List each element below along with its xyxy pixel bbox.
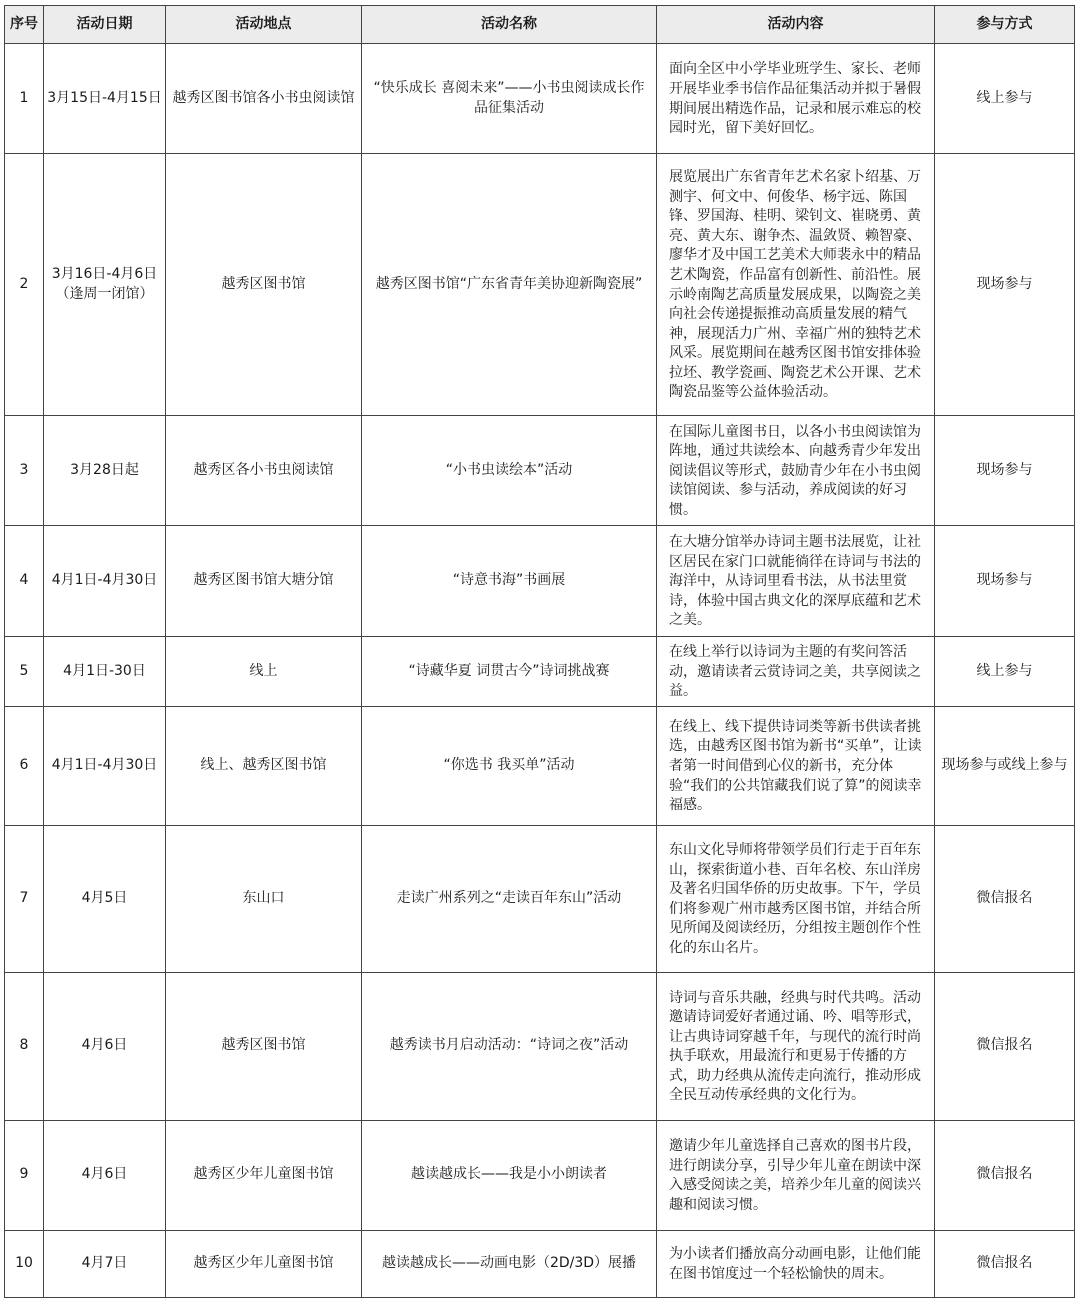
- table-row: [5, 706, 1075, 825]
- row-place: 越秀区少年儿童图书馆: [166, 1120, 362, 1230]
- row-content: 邀请少年儿童选择自己喜欢的图书片段，进行朗读分享，引导少年儿童在朗读中深入感受阅读之美，培养少年儿童的阅读兴趣和阅读习惯。: [657, 1120, 935, 1230]
- row-method: 微信报名: [935, 1230, 1075, 1297]
- row-place: 越秀区图书馆各小书虫阅读馆: [166, 44, 362, 154]
- row-content: 在大塘分馆举办诗词主题书法展览，让社区居民在家门口就能徜徉在诗词与书法的海洋中，从诗词里看书法，从书法里赏诗，体验中国古典文化的深厚底蕴和艺术之美。: [657, 526, 935, 637]
- row-method: 线上参与: [935, 637, 1075, 707]
- row-date: 4月6日: [44, 972, 166, 1120]
- row-place: 东山口: [166, 825, 362, 972]
- row-place: 越秀区各小书虫阅读馆: [166, 416, 362, 526]
- table-row: [5, 154, 1075, 416]
- row-method: 微信报名: [935, 1120, 1075, 1230]
- header-name: 活动名称: [362, 6, 657, 44]
- row-date: 4月5日: [44, 825, 166, 972]
- row-date: 4月1日-30日: [44, 637, 166, 707]
- header-no: 序号: [5, 6, 44, 44]
- row-place: 线上、越秀区图书馆: [166, 706, 362, 825]
- row-date: 3月15日-4月15日: [44, 44, 166, 154]
- row-no: 5: [5, 637, 44, 707]
- table-row: [5, 637, 1075, 707]
- row-place: 线上: [166, 637, 362, 707]
- row-no: 9: [5, 1120, 44, 1230]
- row-no: 2: [5, 154, 44, 416]
- row-date: 4月1日-4月30日: [44, 526, 166, 637]
- row-content: 东山文化导师将带领学员们行走于百年东山，探索街道小巷、百年名校、东山洋房及著名归国华侨的历史故事。下午，学员们将参观广州市越秀区图书馆，并结合所见所闻及阅读经历，分组按主题创作个性化的东山名片。: [657, 825, 935, 972]
- row-name: “你选书 我买单”活动: [362, 706, 657, 825]
- row-method: 现场参与: [935, 416, 1075, 526]
- row-place: 越秀区图书馆: [166, 972, 362, 1120]
- table-row: [5, 1120, 1075, 1230]
- row-name: 越秀读书月启动活动：“诗词之夜”活动: [362, 972, 657, 1120]
- row-no: 7: [5, 825, 44, 972]
- row-date: 4月6日: [44, 1120, 166, 1230]
- row-date: 4月1日-4月30日: [44, 706, 166, 825]
- row-no: 8: [5, 972, 44, 1120]
- header-date: 活动日期: [44, 6, 166, 44]
- row-no: 4: [5, 526, 44, 637]
- row-name: 越读越成长——我是小小朗读者: [362, 1120, 657, 1230]
- table-row: [5, 526, 1075, 637]
- row-method: 微信报名: [935, 972, 1075, 1120]
- row-name: 走读广州系列之“走读百年东山”活动: [362, 825, 657, 972]
- row-place: 越秀区图书馆大塘分馆: [166, 526, 362, 637]
- table-row: [5, 416, 1075, 526]
- row-no: 3: [5, 416, 44, 526]
- row-date-note: （逢周一闭馆）: [55, 285, 154, 302]
- row-name: 越读越成长——动画电影（2D/3D）展播: [362, 1230, 657, 1297]
- row-content: 诗词与音乐共融，经典与时代共鸣。活动邀请诗词爱好者通过诵、吟、唱等形式，让古典诗词穿越千年，与现代的流行时尚执手联欢，用最流行和更易于传播的方式，助力经典从流传走向流行，推动形成全民互动传承经典的文化行为。: [657, 972, 935, 1120]
- row-content: 在国际儿童图书日，以各小书虫阅读馆为阵地，通过共读绘本、向越秀青少年发出阅读倡议等形式，鼓励青少年在小书虫阅读馆阅读、参与活动，养成阅读的好习惯。: [657, 416, 935, 526]
- row-method: 现场参与或线上参与: [935, 706, 1075, 825]
- row-name: “诗藏华夏 词贯古今”诗词挑战赛: [362, 637, 657, 707]
- row-no: 1: [5, 44, 44, 154]
- row-content: 在线上、线下提供诗词类等新书供读者挑选，由越秀区图书馆为新书“买单”，让读者第一时间借到心仪的新书，充分体验“我们的公共馆藏我们说了算”的阅读幸福感。: [657, 706, 935, 825]
- row-date: 3月28日起: [44, 416, 166, 526]
- header-content: 活动内容: [657, 6, 935, 44]
- header-row: [5, 6, 1075, 44]
- row-name: “诗意书海”书画展: [362, 526, 657, 637]
- row-content: 在线上举行以诗词为主题的有奖问答活动，邀请读者云赏诗词之美，共享阅读之益。: [657, 637, 935, 707]
- row-name: “小书虫读绘本”活动: [362, 416, 657, 526]
- header-method: 参与方式: [935, 6, 1075, 44]
- row-method: 现场参与: [935, 526, 1075, 637]
- activity-table: [4, 5, 1075, 1298]
- table-row: [5, 44, 1075, 154]
- row-place: 越秀区少年儿童图书馆: [166, 1230, 362, 1297]
- row-content: 面向全区中小学毕业班学生、家长、老师开展毕业季书信作品征集活动并拟于暑假期间展出精选作品，记录和展示难忘的校园时光，留下美好回忆。: [657, 44, 935, 154]
- row-place: 越秀区图书馆: [166, 154, 362, 416]
- row-date: 3月16日-4月6日: [51, 265, 158, 282]
- row-date: 4月7日: [44, 1230, 166, 1297]
- row-method: 现场参与: [935, 154, 1075, 416]
- table-row: [5, 825, 1075, 972]
- row-date-cell: [44, 154, 166, 416]
- table-row: [5, 1230, 1075, 1297]
- row-content: 为小读者们播放高分动画电影，让他们能在图书馆度过一个轻松愉快的周末。: [657, 1230, 935, 1297]
- row-name: “快乐成长 喜阅未来”——小书虫阅读成长作品征集活动: [362, 44, 657, 154]
- row-name: 越秀区图书馆“广东省青年美协迎新陶瓷展”: [362, 154, 657, 416]
- row-no: 10: [5, 1230, 44, 1297]
- table-row: [5, 972, 1075, 1120]
- row-content: 展览展出广东省青年艺术名家卜绍基、万测宇、何文中、何俊华、杨宇远、陈国锋、罗国海、桂明、梁钊文、崔晓勇、黄亮、黄大东、谢争杰、温敛贤、赖智豪、廖华才及中国工艺美术大师裴永中的精品艺术陶瓷，作品富有创新性、前沿性。展示岭南陶艺高质量发展成果，以陶瓷之美向社会传递提振推动高质量发展的精气神，展现活力广州、幸福广州的独特艺术风采。展览期间在越秀区图书馆安排体验拉坯、教学瓷画、陶瓷艺术公开课、艺术陶瓷品鉴等公益体验活动。: [657, 154, 935, 416]
- row-method: 微信报名: [935, 825, 1075, 972]
- row-method: 线上参与: [935, 44, 1075, 154]
- row-no: 6: [5, 706, 44, 825]
- header-place: 活动地点: [166, 6, 362, 44]
